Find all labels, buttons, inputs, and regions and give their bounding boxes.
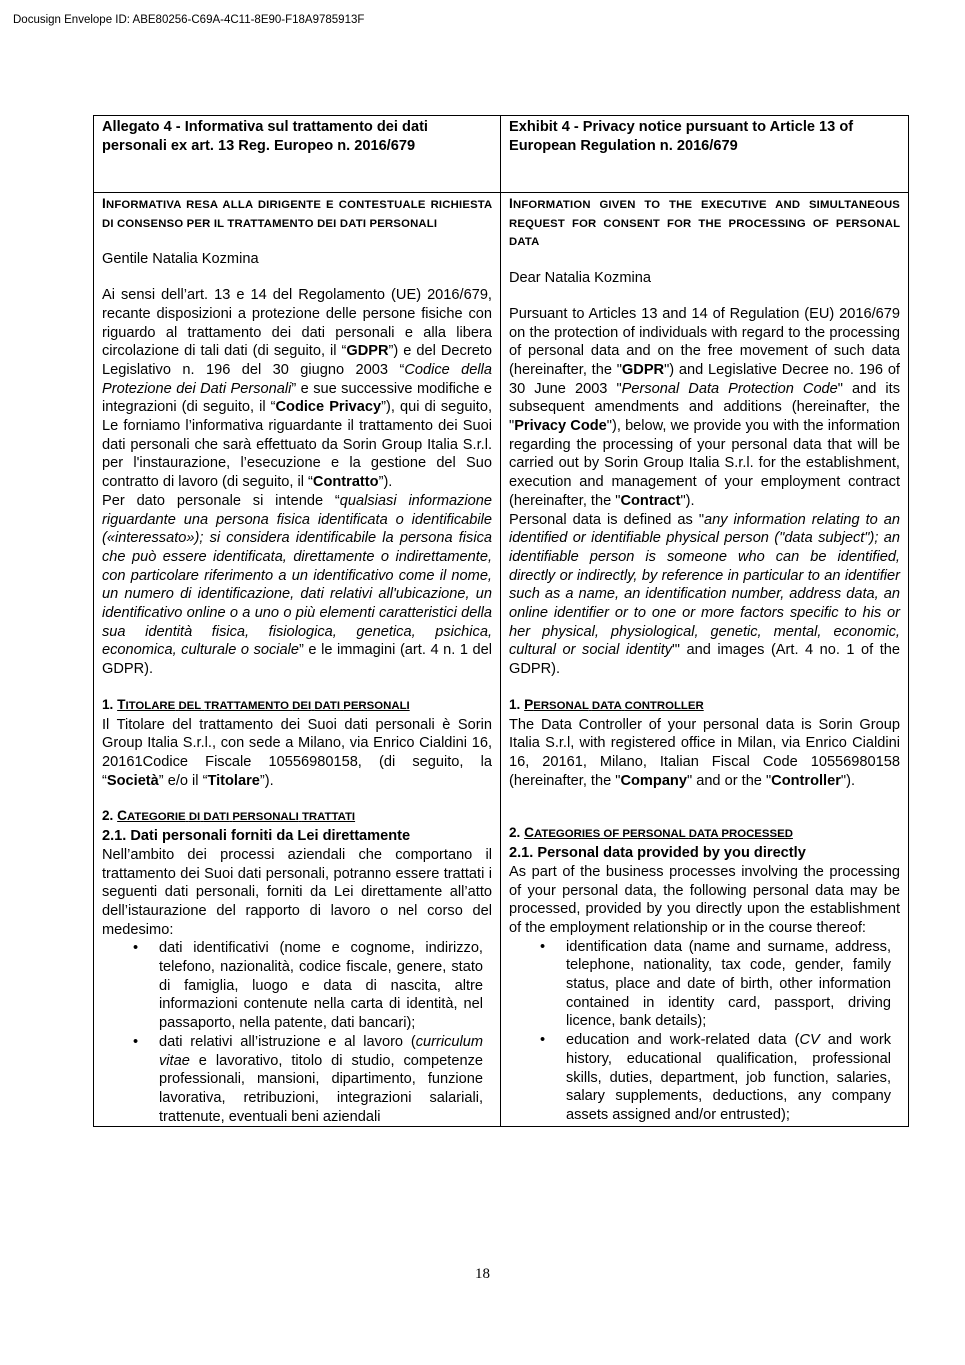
list-item: • dati identificativi (nome e cognome, indirizzo, telefono, nazionalità, codice fiscale, genere, stato di famiglia, luogo e data di nascita, altre informazioni contenute nella carta di identità, nel passaporto, nella patente, dati bancari); bbox=[102, 939, 492, 1033]
definition-paragraph-it: Per dato personale si intende “qualsiasi informazione riguardante una persona fisica identificata o identificabile («interessato»); si considera identificabile la persona fisica che può essere identificata, direttamente o indirettamente, con particolare riferimento a un identificativo come il nome, un numero di identificazione, dati relativi all'ubicazione, un identificativo online o a uno o più elementi caratteristici della sua identità fisica, fisiologica, genetica, psichica, economica, culturale o sociale” e le immagini (art. 4 n. 1 del GDPR). bbox=[102, 492, 492, 678]
data-list-it bbox=[102, 939, 492, 1126]
intro-paragraph-it: Ai sensi dell’art. 13 e 14 del Regolamento (UE) 2016/679, recante disposizioni a protezione delle persone fisiche con riguardo al trattamento dei dati personali e alla libera circolazione di tali dati (di seguito, il “GDPR”) e del Decreto Legislativo n. 196 del 30 giugno 2003 “Codice della Protezione dei Dati Personali” e sue successive modifiche e integrazioni (di seguito, il “Codice Privacy”), qui di seguito, Le forniamo l’informativa riguardante il trattamento dei Suoi dati personali che sarà effettuato da Sorin Group Italia S.r.l. per l'instaurazione, l’esecuzione e la gestione del Suo contratto di lavoro (di seguito, il “Contratto”). bbox=[102, 287, 492, 491]
heading-en: Exhibit 4 - Privacy notice pursuant to Article 13 of European Regulation n. 2016/679 bbox=[509, 119, 854, 154]
data-list-en bbox=[509, 938, 900, 1125]
body-cell-en bbox=[501, 193, 909, 1127]
greeting-it: Gentile Natalia Kozmina bbox=[102, 251, 259, 268]
section-2-1-body-it: Nell’ambito dei processi aziendali che comportano il trattamento dei Suoi dati personali, potranno essere trattati i seguenti dati personali, forniti da Lei direttamente all’atto dell’istaurazione del rapporto di lavoro o nel corso del medesimo: bbox=[102, 846, 492, 938]
section-2-title-it: 2. CATEGORIE DI DATI PERSONALI TRATTATI bbox=[102, 808, 356, 824]
section-2-1-title-it: 2.1. Dati personali forniti da Lei direttamente bbox=[102, 828, 411, 845]
section-1-body-it: Il Titolare del trattamento dei Suoi dati personali è Sorin Group Italia S.r.l., con sede a Milano, via Enrico Cialdini 16, 20161Codice Fiscale 10556980158, (di seguito, la “Società” e/o il “Titolare”). bbox=[102, 716, 492, 789]
bilingual-table bbox=[93, 115, 909, 1127]
section-2-title-en: 2. CATEGORIES OF PERSONAL DATA PROCESSED bbox=[509, 825, 793, 841]
heading-it: Allegato 4 - Informativa sul trattamento dei dati personali ex art. 13 Reg. Europeo n. 2016/679 bbox=[102, 119, 428, 154]
section-2-1-body-en: As part of the business processes involving the processing of your personal data, the following personal data may be processed, provided by you directly upon the establishment of the employment relationship or in the course thereof: bbox=[509, 863, 900, 936]
page-number: 18 bbox=[475, 1266, 490, 1282]
body-cell-it bbox=[94, 193, 501, 1127]
heading-cell-it bbox=[94, 116, 501, 193]
list-item: • identification data (name and surname, address, telephone, nationality, tax code, gender, family status, place and date of birth, other information contained in identity card, passport, driving licence, bank details); bbox=[509, 938, 900, 1032]
intro-paragraph-en: Pursuant to Articles 13 and 14 of Regulation (EU) 2016/679 on the protection of individuals with regard to the processing of personal data and on the free movement of such data (hereinafter, the "GDPR") and Legislative Decree no. 196 of 30 June 2003 "Personal Data Protection Code" and its subsequent amendments and additions (hereinafter, the "Privacy Code"), below, we provide you with the information regarding the processing of your personal data that will be carried out by Sorin Group Italia S.r.l. for the establishment, execution and management of your employment contract (hereinafter, the "Contract"). bbox=[509, 305, 900, 509]
section-1-title-it: 1. TITOLARE DEL TRATTAMENTO DEI DATI PERSONALI bbox=[102, 696, 410, 712]
notice-title-it: INFORMATIVA RESA ALLA DIRIGENTE E CONTESTUALE RICHIESTA DI CONSENSO PER IL TRATTAMENTO DEI DATI PERSONALI bbox=[102, 196, 493, 230]
section-2-1-title-en: 2.1. Personal data provided by you directly bbox=[509, 845, 806, 862]
docusign-envelope-id: Docusign Envelope ID: ABE80256-C69A-4C11-8E90-F18A9785913F bbox=[13, 14, 365, 26]
list-item: • dati relativi all’istruzione e al lavoro (curriculum vitae e lavorativo, titolo di studio, competenze professionali, mansioni, dipartimento, funzione lavorativa, retribuzioni, integrazioni salariali, trattenute, eventuali beni aziendali bbox=[102, 1033, 492, 1127]
notice-title-en: INFORMATION GIVEN TO THE EXECUTIVE AND SIMULTANEOUS REQUEST FOR CONSENT FOR THE PROCESSING OF PERSONAL DATA bbox=[509, 196, 901, 249]
definition-paragraph-en: Personal data is defined as "any information relating to an identified or identifiable physical person ("data subject"); an identifiable person is someone who can be identified, directly or indirectly, by reference in particular to an identifier such as a name, an identification number, address data, an online identifier or to one or more factors specific to his or her physical, physiological, genetic, mental, economic, cultural or social identity"' and images (Art. 4 no. 1 of the GDPR). bbox=[509, 511, 900, 678]
list-item: • education and work-related data (CV and work history, educational qualification, professional skills, duties, department, job function, salaries, salary supplements, deductions, any company assets assigned and/or entrusted); bbox=[509, 1031, 900, 1125]
heading-cell-en bbox=[501, 116, 909, 193]
section-1-title-en: 1. PERSONAL DATA CONTROLLER bbox=[509, 696, 704, 712]
section-1-body-en: The Data Controller of your personal data is Sorin Group Italia S.r.l, with registered office in Milan, via Enrico Cialdini 16, 20161, Milano, Italian Fiscal Code 10556980158 (hereinafter, the "Company" and or the "Controller"). bbox=[509, 716, 900, 789]
greeting-en: Dear Natalia Kozmina bbox=[509, 270, 651, 287]
